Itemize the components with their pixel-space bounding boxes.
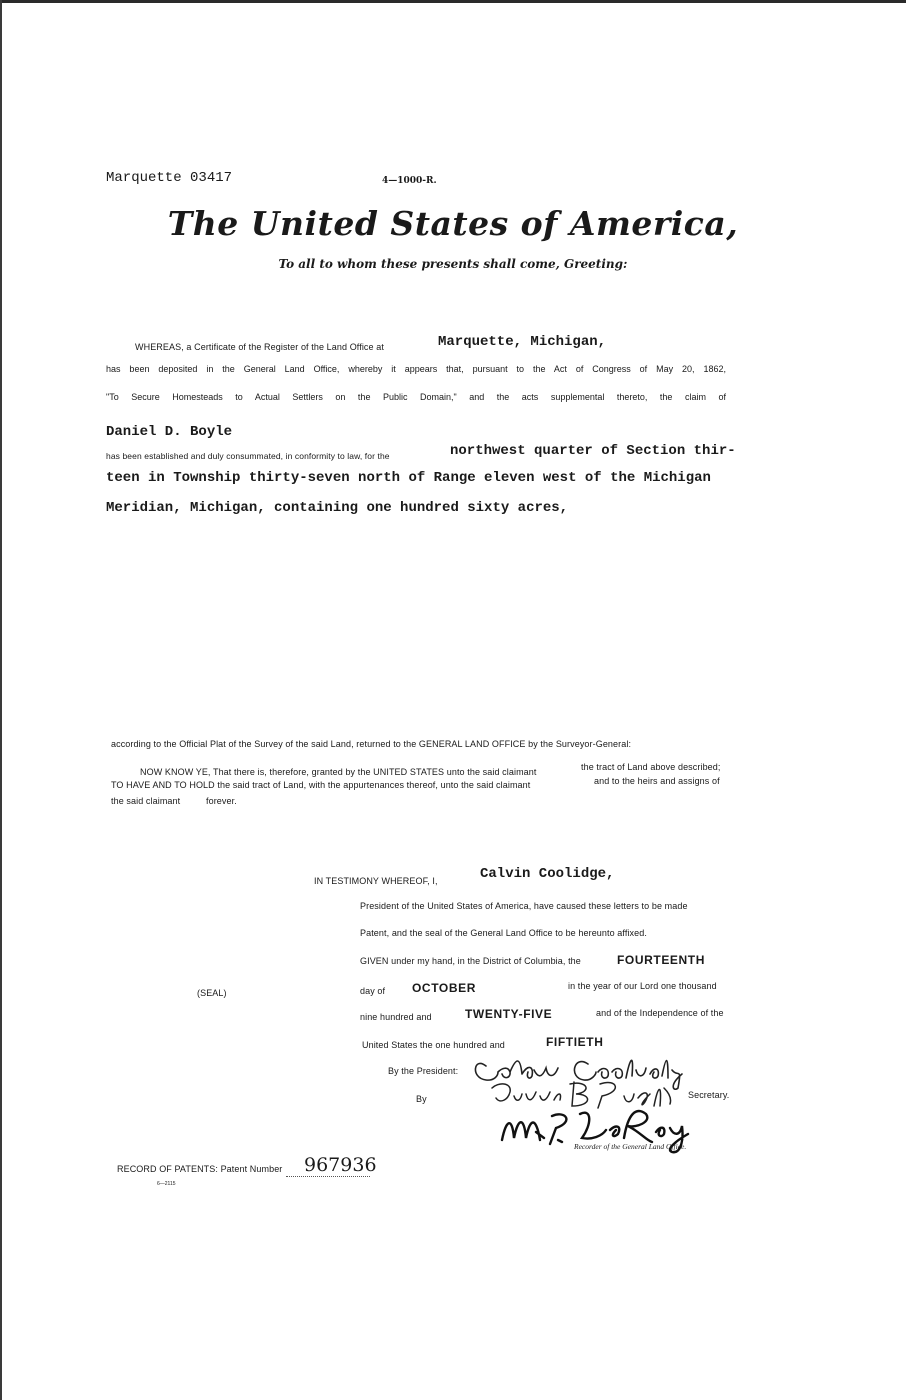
land-description-2: teen in Township thirty-seven north of Range eleven west of the Michigan (106, 470, 711, 486)
recorder-signature (496, 1104, 706, 1156)
know-ye-line-1b: the tract of Land above described; (581, 762, 721, 772)
whereas-line-2: has been deposited in the General Land Office, whereby it appears that, pursuant to the Act of Congress of May 20, 1862, (106, 364, 726, 374)
claimant-name: Daniel D. Boyle (106, 424, 233, 440)
whereas-line-5: has been established and duly consummated, in conformity to law, for the (106, 451, 390, 461)
recorder-label: Recorder of the General Land Office. (574, 1142, 687, 1151)
day-of-label: day of (360, 986, 386, 996)
scan-edge-top (0, 0, 906, 3)
president-name: Calvin Coolidge, (480, 866, 615, 882)
issue-year: TWENTY-FIVE (465, 1007, 553, 1021)
record-label: RECORD OF PATENTS: Patent Number (117, 1164, 283, 1174)
know-ye-line-3b: forever. (206, 796, 237, 806)
secretary-label: Secretary. (688, 1090, 730, 1100)
testimony-lead: IN TESTIMONY WHEREOF, I, (314, 876, 438, 886)
know-ye-line-1: NOW KNOW YE, That there is, therefore, granted by the UNITED STATES unto the said claimant (140, 767, 537, 777)
independence-label: and of the Independence of the (596, 1008, 724, 1018)
issue-month: OCTOBER (412, 981, 476, 995)
according-line: according to the Official Plat of the Survey of the said Land, returned to the GENERAL LAND OFFICE by the Surveyor-General: (111, 739, 632, 749)
know-ye-line-2b: and to the heirs and assigns of (594, 776, 720, 786)
form-number: 4—1000-R. (382, 176, 437, 186)
whereas-lead: WHEREAS, a Certificate of the Register of the Land Office at (135, 342, 384, 352)
patent-number: 967936 (304, 1154, 377, 1176)
united-states-line: United States the one hundred and (362, 1040, 505, 1050)
testimony-line-1: President of the United States of America, have caused these letters to be made (360, 901, 688, 911)
land-description-3: Meridian, Michigan, containing one hundred sixty acres, (106, 500, 569, 516)
document-title: The United States of America, (167, 204, 739, 243)
nine-hundred-label: nine hundred and (360, 1012, 432, 1022)
seal-label: (SEAL) (197, 988, 227, 998)
whereas-line-3: "To Secure Homesteads to Actual Settlers on the Public Domain," and the acts supplemental thereto, the claim of (106, 392, 726, 402)
by-label: By (416, 1094, 427, 1104)
testimony-line-2: Patent, and the seal of the General Land Office to be hereunto affixed. (360, 928, 647, 938)
year-lead: in the year of our Lord one thousand (568, 981, 717, 991)
independence-year: FIFTIETH (546, 1035, 604, 1049)
greeting: To all to whom these presents shall come, Greeting: (278, 257, 628, 271)
issue-day: FOURTEENTH (617, 953, 705, 967)
serial-number: Marquette 03417 (106, 170, 233, 186)
footer-code: 6—2115 (157, 1181, 176, 1187)
patent-number-rule (286, 1176, 370, 1177)
land-office-location: Marquette, Michigan, (438, 334, 607, 350)
know-ye-line-3a: the said claimant (111, 796, 181, 806)
by-president-label: By the President: (388, 1066, 459, 1076)
know-ye-line-2: TO HAVE AND TO HOLD the said tract of Land, with the appurtenances thereof, unto the said claimant (111, 780, 531, 790)
land-description-1: northwest quarter of Section thir- (450, 443, 736, 459)
given-line: GIVEN under my hand, in the District of Columbia, the (360, 956, 581, 966)
